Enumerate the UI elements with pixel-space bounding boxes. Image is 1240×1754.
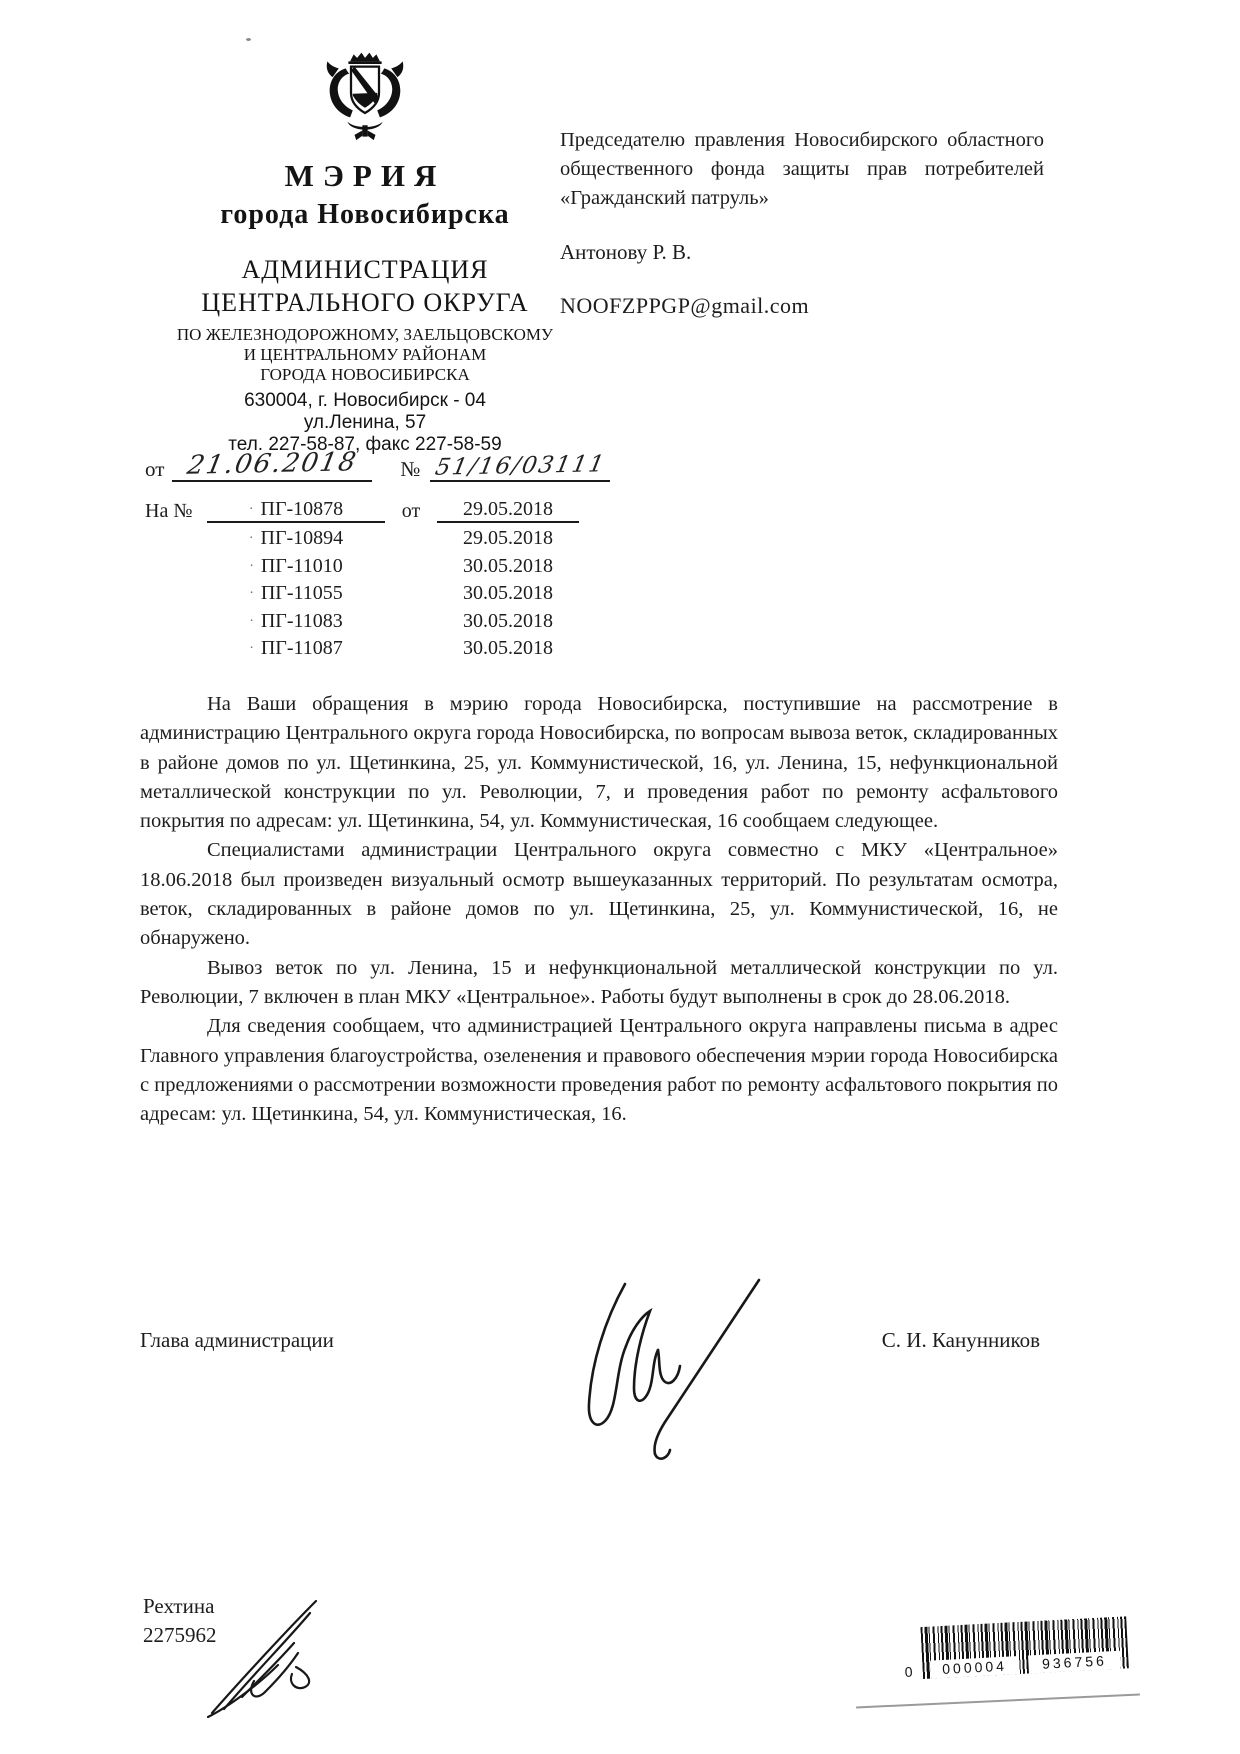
address-line-2: ул.Ленина, 57 [303, 412, 427, 433]
recipient-email: NOOFZPPGP@gmail.com [560, 293, 810, 318]
barcode-digits-right: 936756 [1028, 1651, 1121, 1674]
incoming-date: 30.05.2018 [463, 554, 553, 577]
phone-fax-line: тел. 227-58-87, факс 227-58-59 [228, 434, 502, 455]
incoming-from-label: от [401, 499, 421, 522]
outgoing-date-field [172, 449, 372, 482]
body-paragraph: Для сведения сообщаем, что администрацией Центрального округа направлены письма в адрес Главного управления благоустройства, озеленения и правового обеспечения мэрии города Новосибирска с предложениями о рассмотрении возможности проведения работ по ремонту асфальтового покрытия по адресам: ул. Щетинкина, 54, ул. Коммунистическая, 16. [140, 1015, 1058, 1126]
barcode-lead-digit: 0 [904, 1663, 913, 1680]
incoming-number: · ПГ-10894 [207, 527, 385, 550]
incoming-number: · ПГ-11010 [207, 555, 385, 578]
incoming-references [145, 495, 579, 660]
scan-artifact-line [856, 1694, 1140, 1709]
scan-artifact-dot [246, 38, 251, 41]
admin-line-1: АДМИНИСТРАЦИЯ [241, 255, 489, 284]
barcode-digits-left: 000004 [930, 1656, 1019, 1679]
recipient-block [560, 126, 1044, 319]
executor-signature [198, 1585, 348, 1735]
incoming-date: 30.05.2018 [463, 582, 553, 604]
address-line-1: 630004, г. Новосибирск - 04 [244, 390, 486, 411]
incoming-date: 29.05.2018 [463, 527, 553, 549]
org-name: МЭРИЯ [284, 158, 446, 193]
body-paragraph: Вывоз веток по ул. Ленина, 15 и нефункциональной металлической конструкции по ул. Революции, 7 включен в план МКУ «Центральное». Работы будут выполнены в срок до 28.06.2018. [140, 956, 1058, 1008]
incoming-date: 30.05.2018 [463, 637, 553, 659]
registration-barcode [898, 1610, 1140, 1700]
letterhead [145, 50, 585, 456]
incoming-prefix-label: На № [145, 499, 193, 522]
recipient-position: Председателю правления Новосибирского областного общественного фонда защиты прав потребителей «Гражданский патруль» [560, 129, 1044, 209]
org-city: города Новосибирска [220, 199, 510, 230]
signer-position: Глава администрации [140, 1328, 334, 1352]
handwritten-date: 21.06.2018 [184, 447, 361, 481]
outgoing-number-field [430, 453, 610, 482]
districts-line-3: ГОРОДА НОВОСИБИРСКА [260, 365, 470, 384]
districts-line-1: ПО ЖЕЛЕЗНОДОРОЖНОМУ, ЗАЕЛЬЦОВСКОМУ [176, 325, 554, 344]
head-signature [545, 1262, 780, 1477]
executor-phone: 2275962 [143, 1623, 217, 1647]
incoming-number: · ПГ-11055 [207, 582, 385, 605]
body-paragraph: Специалистами администрации Центрального округа совместно с МКУ «Центральное» 18.06.2018 был произведен визуальный осмотр вышеуказанных территорий. По результатам осмотра, веток, складированных в районе домов по ул. Щетинкина, 25, ул. Коммунистической, 16, не обнаружено. [140, 839, 1058, 950]
incoming-date: 29.05.2018 [437, 498, 579, 523]
recipient-name: Антонову Р. В. [560, 240, 692, 264]
letter-body [140, 690, 1058, 1129]
signer-name: С. И. Канунников [881, 1328, 1040, 1352]
outgoing-number-line [145, 449, 610, 482]
incoming-number: · ПГ-11087 [207, 637, 385, 660]
incoming-date: 30.05.2018 [463, 609, 553, 632]
incoming-number: · ПГ-11083 [207, 610, 385, 633]
admin-line-2: ЦЕНТРАЛЬНОГО ОКРУГА [201, 288, 529, 317]
body-paragraph: На Ваши обращения в мэрию города Новосибирска, поступившие на рассмотрение в администрацию Центрального округа города Новосибирска, по вопросам вывоза веток, складированных в районе домов по ул. Щетинкина, 25, ул. Коммунистической, 16, ул. Ленина, 15, нефункциональной металлической конструкции по ул. Революции, 7, и проведения работ по ремонту асфальтового покрытия по адресам: ул. Щетинкина, 54, ул. Коммунистическая, 16 сообщаем следующее. [140, 693, 1058, 833]
executor-name: Рехтина [143, 1594, 215, 1618]
districts-line-2: И ЦЕНТРАЛЬНОМУ РАЙОНАМ [243, 345, 487, 364]
novosibirsk-coat-of-arms-icon [321, 50, 409, 148]
outgoing-from-label: от [145, 457, 165, 481]
incoming-number: · ПГ-10878 [207, 498, 385, 523]
handwritten-number: 51/16/03111 [432, 451, 608, 481]
outgoing-number-label: № [400, 457, 421, 481]
